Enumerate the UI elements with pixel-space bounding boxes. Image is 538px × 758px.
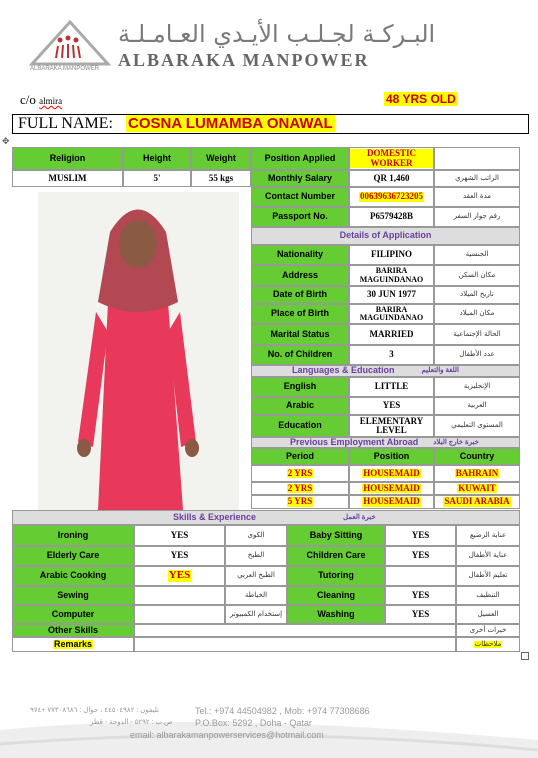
skill-value: YES	[134, 525, 225, 546]
religion-value: MUSLIM	[12, 170, 123, 187]
nationality-arabic: الجنسية	[434, 245, 520, 265]
arabic-lang-label: Arabic	[251, 397, 349, 415]
skill-label: Baby Sitting	[287, 525, 385, 546]
age-badge: 48 YRS OLD	[386, 92, 456, 106]
skill-value: YES	[385, 586, 456, 605]
footer-tel: Tel.: +974 44504982 , Mob: +974 77308686	[195, 706, 370, 716]
height-header: Height	[123, 147, 191, 170]
contact-value: 00639636723205	[349, 187, 434, 207]
skill-value	[134, 586, 225, 605]
skills-section-title: Skills & Experience خبرة العمل	[12, 510, 520, 525]
english-label: English	[251, 377, 349, 397]
skill-value: YES	[134, 566, 225, 586]
english-value: LITTLE	[349, 377, 434, 397]
skill-value: YES	[385, 525, 456, 546]
skill-arabic: الكوى	[225, 525, 287, 546]
skill-arabic: إستخدام الكمبيوتر	[225, 605, 287, 624]
company-name-english: ALBARAKA MANPOWER	[118, 50, 370, 70]
applicant-photo	[38, 192, 239, 510]
marital-arabic: الحالة الإجتماعية	[434, 324, 520, 345]
monthly-salary-arabic: الراتب الشهري	[434, 170, 520, 187]
company-logo	[28, 18, 112, 66]
full-name-label: FULL NAME:	[18, 115, 113, 132]
passport-label: Passport No.	[251, 207, 349, 227]
skill-label: Children Care	[287, 546, 385, 566]
monthly-salary-value: QR 1,460	[349, 170, 434, 187]
monthly-salary-label: Monthly Salary	[251, 170, 349, 187]
skill-label: Cleaning	[287, 586, 385, 605]
remarks-arabic: ملاحظات	[456, 637, 520, 652]
skill-arabic: عناية الرضيع	[456, 525, 520, 546]
children-label: No. of Children	[251, 345, 349, 365]
position-applied-value: DOMESTIC WORKER	[349, 147, 434, 170]
height-value: 5'	[123, 170, 191, 187]
passport-value: P6579428B	[349, 207, 434, 227]
weight-value: 55 kgs	[191, 170, 251, 187]
table-row: 5 YRS	[251, 495, 349, 509]
care-of: c/o almira	[20, 92, 63, 107]
table-row: BAHRAIN	[434, 465, 520, 482]
skill-label: Arabic Cooking	[12, 566, 134, 586]
footer-email: email: albarakamanpowerservices@hotmail.com	[130, 730, 324, 740]
marital-label: Marital Status	[251, 324, 349, 345]
remarks-value	[134, 637, 456, 652]
dob-label: Date of Birth	[251, 286, 349, 304]
dob-arabic: تاريخ الميلاد	[434, 286, 520, 304]
skill-label: Tutoring	[287, 566, 385, 586]
children-arabic: عدد الأطفال	[434, 345, 520, 365]
period-header: Period	[251, 448, 349, 465]
skill-arabic: التنظيف	[456, 586, 520, 605]
previous-employment-title: Previous Employment Abroad خبرة خارج البلاد	[251, 437, 520, 448]
other-skills-value	[134, 624, 456, 637]
skill-arabic: الغسيل	[456, 605, 520, 624]
arabic-lang-arabic: العربية	[434, 397, 520, 415]
logo-caption: ALBARAKA MANPOWER	[30, 66, 100, 72]
skill-label: Sewing	[12, 586, 134, 605]
skill-value: YES	[134, 546, 225, 566]
skill-value	[385, 566, 456, 586]
skill-arabic: عناية الأطفال	[456, 546, 520, 566]
religion-header: Religion	[12, 147, 123, 170]
address-label: Address	[251, 265, 349, 286]
skill-value	[134, 605, 225, 624]
country-header: Country	[434, 448, 520, 465]
resize-handle[interactable]	[521, 652, 529, 660]
skill-arabic: الخياطة	[225, 586, 287, 605]
skill-arabic: الطبخ	[225, 546, 287, 566]
skill-value: YES	[385, 605, 456, 624]
education-value: ELEMENTARY LEVEL	[349, 415, 434, 437]
address-arabic: مكان السكن	[434, 265, 520, 286]
contact-arabic: مدة العقد	[434, 187, 520, 207]
other-skills-label: Other Skills	[12, 624, 134, 637]
other-skills-arabic: خبرات أخرى	[456, 624, 520, 637]
skill-arabic: تعليم الأطفال	[456, 566, 520, 586]
passport-arabic: رقم جواز السفر	[434, 207, 520, 227]
position-applied-arabic	[434, 147, 520, 170]
details-section-title: Details of Application	[251, 227, 520, 245]
table-row: KUWAIT	[434, 482, 520, 495]
agent-name: almira	[39, 96, 63, 106]
pob-value: BARIRA MAGUINDANAO	[349, 304, 434, 324]
skill-label: Elderly Care	[12, 546, 134, 566]
table-row: HOUSEMAID	[349, 482, 434, 495]
table-row: SAUDI ARABIA	[434, 495, 520, 509]
remarks-label-cell: Remarks	[12, 637, 134, 652]
nationality-label: Nationality	[251, 245, 349, 265]
position-header: Position	[349, 448, 434, 465]
company-name-arabic: البـركـة لجـلـب الأيـدي العـامـلـة	[118, 20, 436, 48]
pob-arabic: مكان الميلاد	[434, 304, 520, 324]
position-applied-header: Position Applied	[251, 147, 349, 170]
footer-arabic-box: ص.ب : ٥٢٩٢ - الدوحة - قطر	[90, 719, 173, 726]
footer	[0, 690, 538, 758]
languages-section-title: Languages & Education اللغة والتعليم	[251, 365, 520, 377]
address-value: BARIRA MAGUINDANAO	[349, 265, 434, 286]
skill-value: YES	[385, 546, 456, 566]
table-row: 2 YRS	[251, 465, 349, 482]
contact-label: Contact Number	[251, 187, 349, 207]
footer-pobox: P.O.Box: 5292 , Doha - Qatar	[195, 718, 312, 728]
arabic-lang-value: YES	[349, 397, 434, 415]
table-row: 2 YRS	[251, 482, 349, 495]
table-row: HOUSEMAID	[349, 465, 434, 482]
english-arabic: الإنجليزية	[434, 377, 520, 397]
skill-arabic: الطبخ العربي	[225, 566, 287, 586]
education-arabic: المستوى التعليمي	[434, 415, 520, 437]
weight-header: Weight	[191, 147, 251, 170]
table-row: HOUSEMAID	[349, 495, 434, 509]
pob-label: Place of Birth	[251, 304, 349, 324]
skill-label: Washing	[287, 605, 385, 624]
dob-value: 30 JUN 1977	[349, 286, 434, 304]
full-name-value: COSNA LUMAMBA ONAWAL	[128, 115, 333, 132]
skill-label: Computer	[12, 605, 134, 624]
skill-label: Ironing	[12, 525, 134, 546]
children-value: 3	[349, 345, 434, 365]
move-handle-icon[interactable]: ✥	[2, 136, 10, 146]
education-label: Education	[251, 415, 349, 437]
footer-arabic-tel: تليفون : ٤٤٥٠٤٩٨٢ ، جوال : ٧٧٣٠٨٦٨٦ +٩٧٤	[30, 707, 159, 714]
nationality-value: FILIPINO	[349, 245, 434, 265]
marital-value: MARRIED	[349, 324, 434, 345]
